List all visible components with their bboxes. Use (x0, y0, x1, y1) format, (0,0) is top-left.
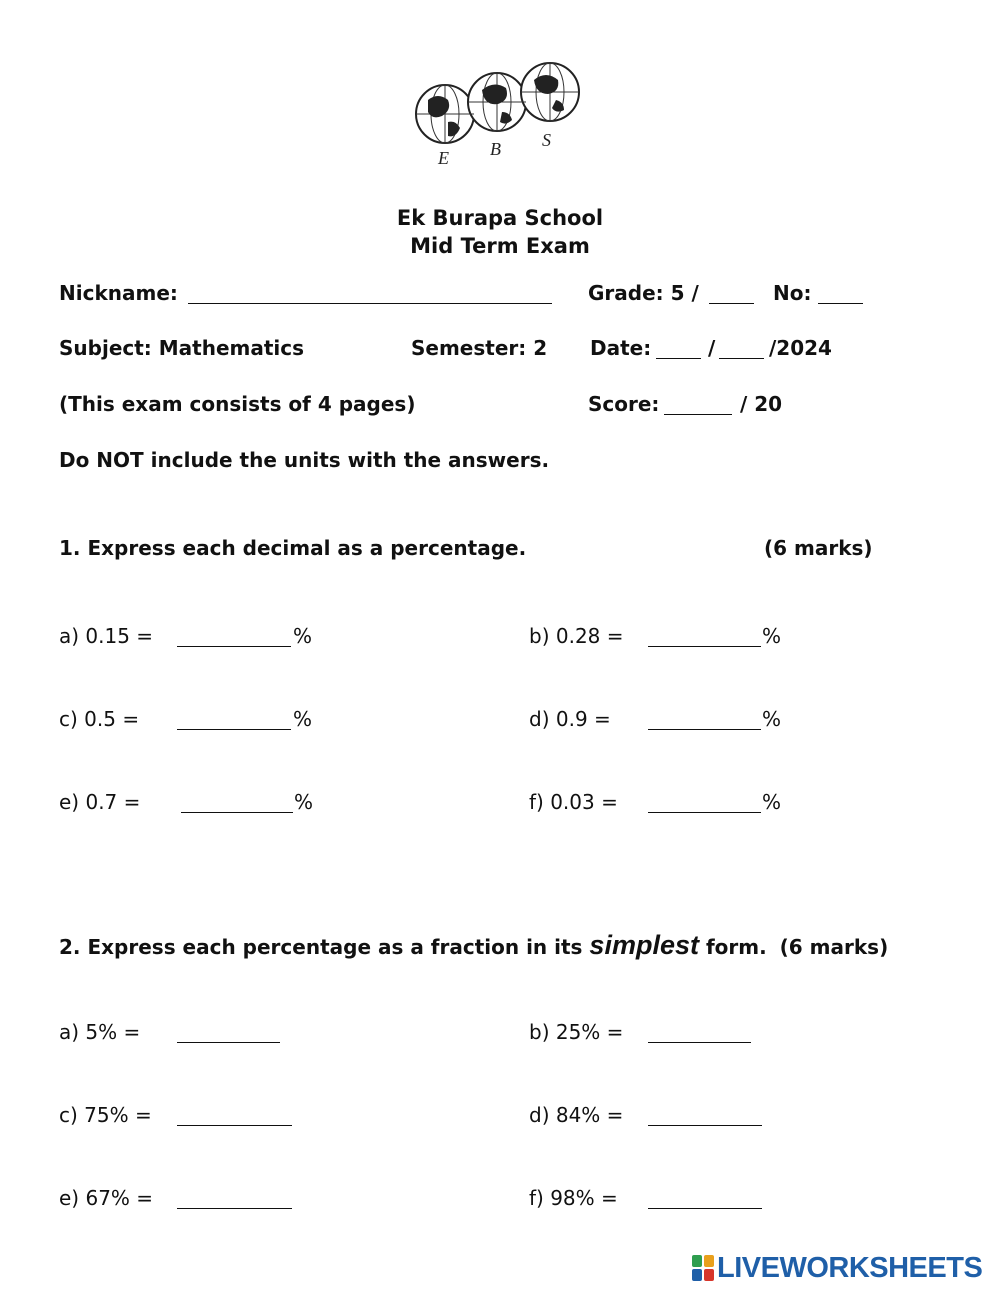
grade-label: Grade: 5 / (588, 281, 699, 305)
nickname-blank[interactable] (188, 303, 552, 304)
globes-logo-icon (410, 62, 590, 174)
question-2-title-start: 2. Express each percentage as a fraction in its (59, 935, 583, 959)
percent-sign: % (762, 624, 782, 648)
logo-letter-b: B (490, 139, 501, 159)
question-2-title-end: form. (705, 935, 767, 959)
q2-item-c: c) 75% = (59, 1103, 152, 1127)
grade-blank[interactable] (709, 303, 754, 304)
q2-answer-d[interactable] (648, 1125, 762, 1126)
score-total: / 20 (740, 392, 783, 416)
q1-answer-f[interactable] (648, 812, 761, 813)
q1-answer-a[interactable] (177, 646, 291, 647)
date-year: /2024 (769, 336, 832, 360)
score-blank[interactable] (664, 414, 732, 415)
percent-sign: % (762, 707, 782, 731)
q2-answer-e[interactable] (177, 1208, 292, 1209)
q2-answer-f[interactable] (648, 1208, 762, 1209)
q1-item-e: e) 0.7 = (59, 790, 141, 814)
pages-note: (This exam consists of 4 pages) (59, 392, 416, 416)
q2-item-e: e) 67% = (59, 1186, 154, 1210)
question-2-marks: (6 marks) (779, 935, 889, 959)
percent-sign: % (294, 790, 314, 814)
q2-answer-b[interactable] (648, 1042, 751, 1043)
liveworksheets-brand[interactable] (692, 1252, 982, 1284)
units-note: Do NOT include the units with the answers. (59, 448, 550, 472)
semester-label: Semester: 2 (411, 336, 548, 360)
brand-name: LIVEWORKSHEETS (717, 1251, 983, 1284)
date-month-blank[interactable] (719, 358, 764, 359)
percent-sign: % (762, 790, 782, 814)
q2-item-b: b) 25% = (529, 1020, 624, 1044)
q1-answer-d[interactable] (648, 729, 761, 730)
exam-title: Mid Term Exam (410, 234, 590, 258)
q2-answer-c[interactable] (177, 1125, 292, 1126)
nickname-label: Nickname: (59, 281, 178, 305)
q1-answer-e[interactable] (181, 812, 293, 813)
q1-item-c: c) 0.5 = (59, 707, 140, 731)
liveworksheets-logo-icon (692, 1255, 714, 1281)
q1-item-d: d) 0.9 = (529, 707, 611, 731)
q1-item-a: a) 0.15 = (59, 624, 154, 648)
school-logo (410, 62, 590, 174)
question-1-title: 1. Express each decimal as a percentage. (59, 536, 527, 560)
date-separator: / (708, 336, 716, 360)
q2-item-d: d) 84% = (529, 1103, 624, 1127)
school-name: Ek Burapa School (396, 206, 604, 230)
score-label: Score: (588, 392, 660, 416)
q2-item-a: a) 5% = (59, 1020, 141, 1044)
logo-letter-s: S (542, 130, 551, 150)
date-label: Date: (590, 336, 652, 360)
number-label: No: (773, 281, 812, 305)
q1-item-b: b) 0.28 = (529, 624, 624, 648)
percent-sign: % (293, 624, 313, 648)
subject-label: Subject: Mathematics (59, 336, 305, 360)
question-2-title (59, 930, 888, 961)
date-day-blank[interactable] (656, 358, 701, 359)
q2-answer-a[interactable] (177, 1042, 280, 1043)
logo-letter-e: E (438, 148, 449, 168)
question-1-marks: (6 marks) (764, 536, 873, 560)
q1-answer-b[interactable] (648, 646, 761, 647)
q1-item-f: f) 0.03 = (529, 790, 618, 814)
number-blank[interactable] (818, 303, 863, 304)
q2-item-f: f) 98% = (529, 1186, 618, 1210)
q1-answer-c[interactable] (177, 729, 291, 730)
question-2-emphasis: simplest (589, 930, 699, 960)
percent-sign: % (293, 707, 313, 731)
